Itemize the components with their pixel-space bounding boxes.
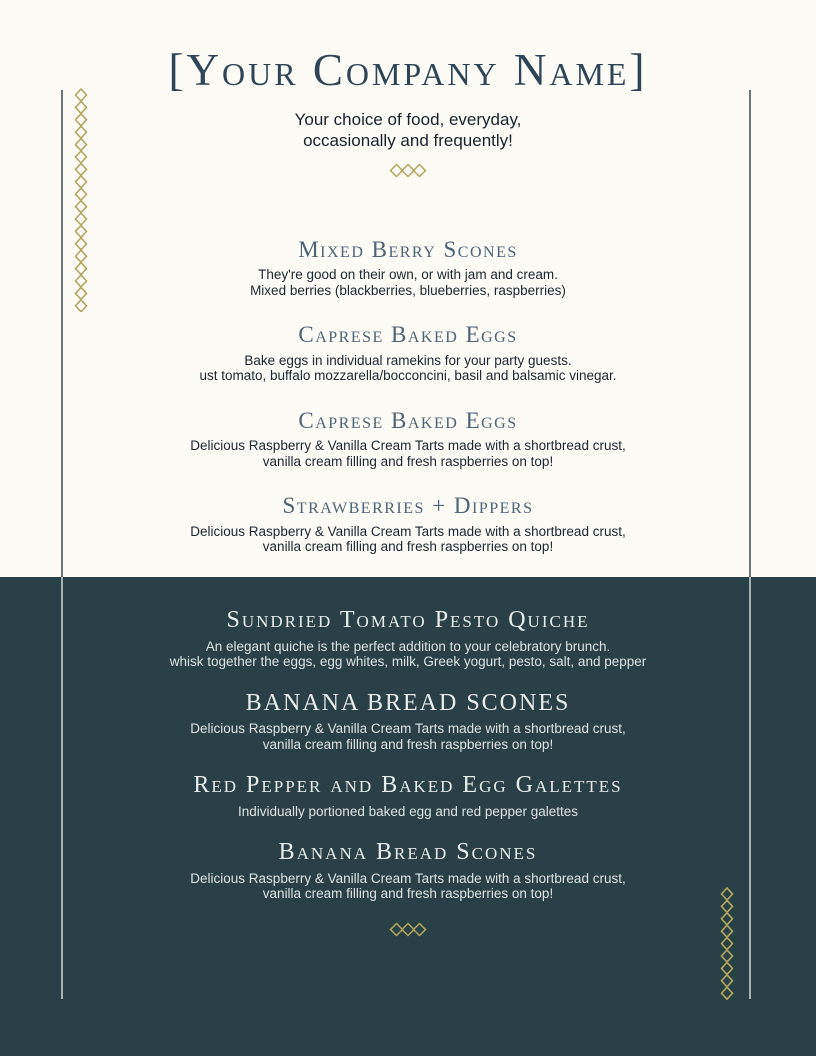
menu-item-description-line: Delicious Raspberry & Vanilla Cream Tarts made with a shortbread crust,: [190, 523, 626, 539]
menu-item-description-line: Bake eggs in individual ramekins for your party guests.: [244, 352, 572, 368]
menu-item: [0, 237, 816, 298]
menu-subtitle-line: occasionally and frequently!: [303, 131, 513, 150]
menu-item: [0, 772, 816, 819]
menu-item-description-line: vanilla cream filling and fresh raspberries on top!: [262, 539, 554, 555]
triple-diamond-ornament: [0, 922, 816, 942]
menu-item-description-line: Mixed berries (blackberries, blueberries, raspberries): [250, 282, 566, 298]
menu-item: [0, 607, 816, 670]
menu-item-title: Red Pepper and Baked Egg Galettes: [193, 772, 623, 799]
menu-item-title: Banana Bread Scones: [278, 839, 538, 866]
menu-item-description-line: Delicious Raspberry & Vanilla Cream Tarts made with a shortbread crust,: [190, 721, 626, 737]
menu-item: [0, 690, 816, 753]
menu-item-title: Mixed Berry Scones: [298, 237, 518, 262]
menu-item-list-light: [0, 237, 816, 555]
triple-diamond-icon: [389, 922, 427, 937]
menu-item-description-line: vanilla cream filling and fresh raspberries on top!: [262, 736, 554, 752]
menu-item-description-line: Individually portioned baked egg and red pepper galettes: [238, 803, 578, 819]
diamond-chain-icon: [719, 887, 735, 1000]
menu-item: [0, 493, 816, 554]
company-name-title: [Your Company Name]: [168, 45, 648, 95]
menu-item-title: Caprese Baked Eggs: [298, 322, 518, 348]
menu-item-title: Strawberries + Dippers: [282, 493, 534, 519]
diamond-chain-icon: [73, 88, 89, 312]
left-vertical-rule: [61, 90, 63, 999]
menu-item-description-line: Delicious Raspberry & Vanilla Cream Tarts made with a shortbread crust,: [190, 870, 626, 886]
menu-item-list-dark: [0, 577, 816, 902]
menu-item: [0, 322, 816, 383]
menu-item-title: Caprese Baked Eggs: [298, 407, 518, 433]
menu-item-description-line: whisk together the eggs, egg whites, milk, Greek yogurt, pesto, salt, and pepper: [169, 654, 647, 670]
menu-item-description-line: vanilla cream filling and fresh raspberries on top!: [262, 886, 554, 902]
menu-item-description-line: ust tomato, buffalo mozzarella/bocconcini, basil and balsamic vinegar.: [199, 368, 617, 384]
menu-item-description-line: Delicious Raspberry & Vanilla Cream Tarts made with a shortbread crust,: [190, 438, 626, 454]
menu-item-description-line: They're good on their own, or with jam and cream.: [258, 267, 558, 283]
triple-diamond-icon: [389, 163, 427, 178]
right-vertical-rule: [749, 90, 751, 999]
menu-subtitle: [0, 109, 816, 151]
menu-subtitle-line: Your choice of food, everyday,: [294, 110, 522, 129]
menu-bottom-section: [0, 577, 816, 1056]
menu-item-description-line: An elegant quiche is the perfect addition to your celebratory brunch.: [205, 638, 611, 654]
menu-item-title: Sundried Tomato Pesto Quiche: [226, 607, 590, 633]
menu-item-title: BANANA BREAD SCONES: [245, 689, 571, 716]
menu-item-description-line: vanilla cream filling and fresh raspberries on top!: [262, 453, 554, 469]
menu-item: [0, 408, 816, 469]
menu-item: [0, 839, 816, 902]
triple-diamond-ornament: [0, 163, 816, 183]
